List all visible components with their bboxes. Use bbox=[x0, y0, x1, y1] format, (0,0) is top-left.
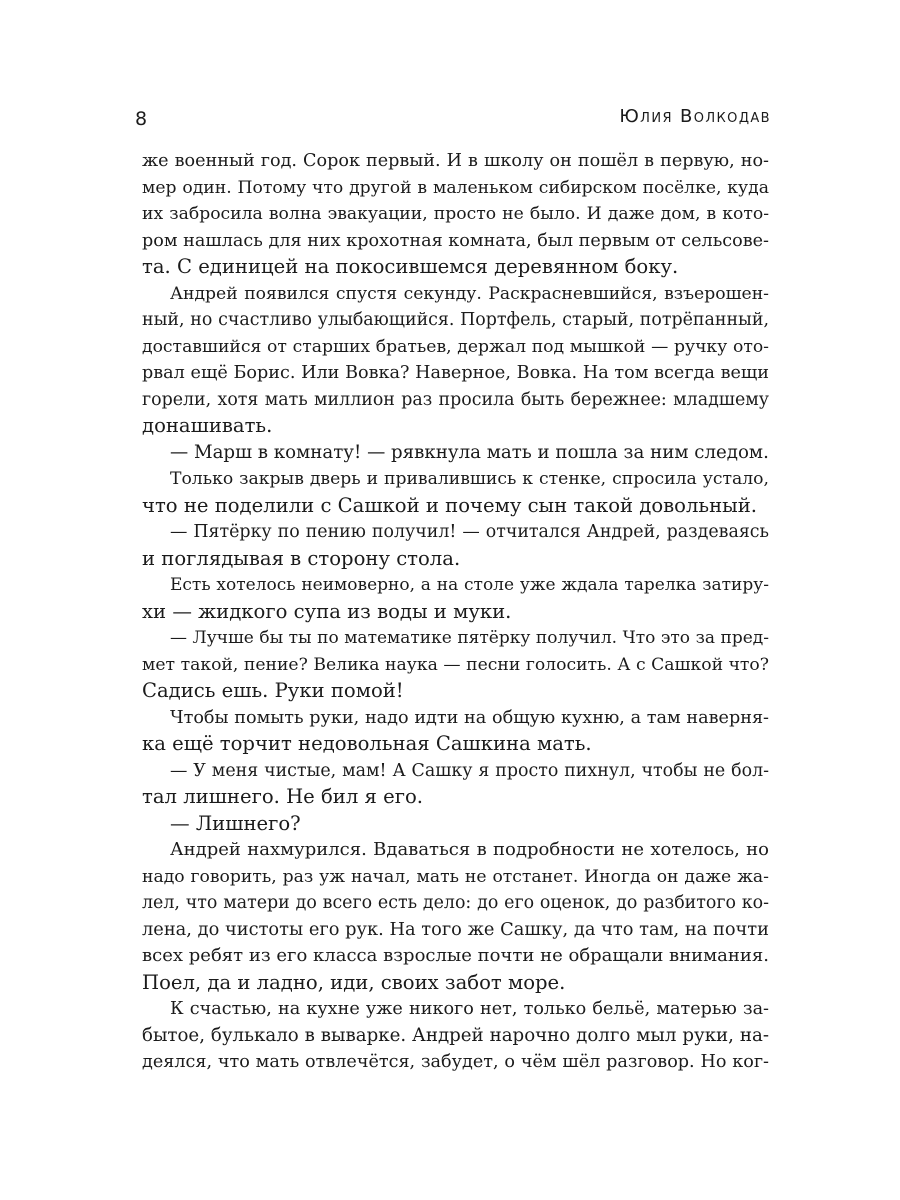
text-line: ный, но счастливо улыбающийся. Портфель, старый, потрёпанный, bbox=[142, 310, 769, 330]
text-line: мер один. Потому что другой в маленьком сибирском посёлке, куда bbox=[142, 177, 769, 198]
text-line: — Марш в комнату! — рявкнула мать и пошла за ним следом. bbox=[170, 441, 769, 463]
text-line: ром нашлась для них крохотная комната, был первым от сельсове- bbox=[142, 230, 769, 251]
text-line: Есть хотелось неимоверно, а на столе уже ждала тарелка затиру- bbox=[170, 575, 769, 595]
text-line: что не поделили с Сашкой и почему сын такой довольный. bbox=[142, 493, 758, 517]
text-line: лена, до чистоты его рук. На того же Сашку, да что там, на почти bbox=[142, 918, 769, 940]
page-number: 8 bbox=[135, 108, 148, 130]
text-line: и поглядывая в сторону стола. bbox=[142, 546, 461, 570]
text-line: ка ещё торчит недовольная Сашкина мать. bbox=[142, 732, 592, 755]
text-line: лел, что матери до всего есть дело: до его оценок, до разбитого ко- bbox=[142, 893, 769, 913]
text-line: Андрей появился спустя секунду. Раскрасневшийся, взъерошен- bbox=[170, 283, 769, 304]
text-line: — Пятёрку по пению получил! — отчитался Андрей, раздеваясь bbox=[170, 522, 769, 542]
running-head-author: Юлия Волкодав bbox=[619, 106, 771, 127]
text-line: Чтобы помыть руки, надо идти на общую кухню, а там наверня- bbox=[170, 707, 769, 728]
text-line: бытое, булькало в выварке. Андрей нарочно долго мыл руки, на- bbox=[142, 1024, 769, 1046]
text-line: — Лучше бы ты по математике пятёрку получил. Что это за пред- bbox=[170, 628, 769, 648]
text-line: Андрей нахмурился. Вдаваться в подробности не хотелось, но bbox=[170, 839, 769, 860]
text-line: же военный год. Сорок первый. И в школу он пошёл в первую, но- bbox=[142, 151, 769, 171]
text-line: деялся, что мать отвлечётся, забудет, о чём шёл разговор. Но ког- bbox=[142, 1052, 769, 1072]
text-line: К счастью, на кухне уже никого нет, только бельё, матерью за- bbox=[170, 999, 769, 1019]
text-line: Только закрыв дверь и привалившись к стенке, спросила устало, bbox=[170, 469, 769, 489]
text-line: та. С единицей на покосившемся деревянном боку. bbox=[142, 255, 679, 278]
text-line: надо говорить, раз уж начал, мать не отстанет. Иногда он даже жа- bbox=[142, 866, 769, 887]
text-line: тал лишнего. Не бил я его. bbox=[142, 785, 424, 808]
text-line: их забросила волна эвакуации, просто не было. И даже дом, в кото- bbox=[142, 204, 769, 224]
text-line: Садись ешь. Руки помой! bbox=[142, 679, 404, 702]
text-line: донашивать. bbox=[142, 414, 273, 437]
body-text bbox=[142, 148, 769, 1076]
text-line: горели, хотя мать миллион раз просила быть бережнее: младшему bbox=[142, 389, 769, 410]
text-line: мет такой, пение? Велика наука — песни голосить. А с Сашкой что? bbox=[142, 654, 769, 675]
text-line: всех ребят из его класса взрослые почти не обращали внимания. bbox=[142, 945, 769, 966]
text-line: — Лишнего? bbox=[170, 811, 301, 835]
text-line: — У меня чистые, мам! А Сашку я просто пихнул, чтобы не бол- bbox=[170, 760, 769, 781]
text-line: рвал ещё Борис. Или Вовка? Наверное, Вовка. На том всегда вещи bbox=[142, 363, 769, 383]
text-line: Поел, да и ладно, иди, своих забот море. bbox=[142, 970, 566, 994]
text-line: хи — жидкого супа из воды и муки. bbox=[142, 599, 512, 623]
text-line: доставшийся от старших братьев, держал под мышкой — ручку ото- bbox=[142, 336, 769, 357]
running-head bbox=[135, 104, 771, 134]
